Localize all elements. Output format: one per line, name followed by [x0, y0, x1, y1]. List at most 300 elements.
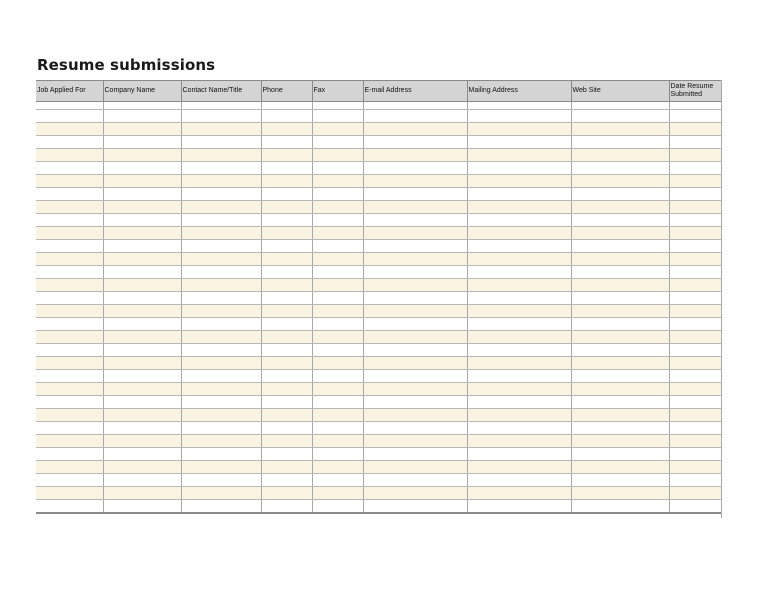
table-cell[interactable]: [669, 318, 722, 331]
table-cell[interactable]: [467, 162, 571, 175]
table-cell[interactable]: [103, 227, 181, 240]
table-cell[interactable]: [181, 370, 261, 383]
table-cell[interactable]: [669, 123, 722, 136]
table-cell[interactable]: [103, 370, 181, 383]
table-cell[interactable]: [36, 240, 103, 253]
table-cell[interactable]: [261, 383, 312, 396]
table-cell[interactable]: [312, 240, 363, 253]
table-cell[interactable]: [571, 123, 669, 136]
table-cell[interactable]: [312, 227, 363, 240]
table-cell[interactable]: [36, 102, 103, 110]
table-cell[interactable]: [312, 370, 363, 383]
table-cell[interactable]: [181, 175, 261, 188]
table-cell[interactable]: [669, 422, 722, 435]
table-cell[interactable]: [261, 136, 312, 149]
table-cell[interactable]: [36, 318, 103, 331]
table-cell[interactable]: [103, 266, 181, 279]
table-cell[interactable]: [261, 123, 312, 136]
table-cell[interactable]: [312, 149, 363, 162]
table-cell[interactable]: [181, 500, 261, 514]
table-row: [36, 383, 722, 396]
table-cell[interactable]: [467, 227, 571, 240]
table-cell[interactable]: [36, 370, 103, 383]
table-cell[interactable]: [669, 305, 722, 318]
table-cell[interactable]: [467, 253, 571, 266]
table-cell[interactable]: [669, 253, 722, 266]
table-cell[interactable]: [363, 214, 467, 227]
table-cell[interactable]: [669, 162, 722, 175]
table-cell[interactable]: [181, 110, 261, 123]
table-cell[interactable]: [467, 474, 571, 487]
table-cell[interactable]: [181, 201, 261, 214]
table-cell[interactable]: [36, 253, 103, 266]
table-cell[interactable]: [363, 318, 467, 331]
table-cell[interactable]: [363, 162, 467, 175]
table-cell[interactable]: [181, 435, 261, 448]
table-cell[interactable]: [261, 188, 312, 201]
table-cell[interactable]: [363, 487, 467, 500]
table-cell[interactable]: [312, 162, 363, 175]
table-cell[interactable]: [312, 123, 363, 136]
table-cell[interactable]: [103, 201, 181, 214]
table-cell[interactable]: [571, 279, 669, 292]
table-cell[interactable]: [312, 435, 363, 448]
table-cell[interactable]: [261, 461, 312, 474]
table-cell[interactable]: [36, 162, 103, 175]
table-cell[interactable]: [181, 448, 261, 461]
table-cell[interactable]: [467, 331, 571, 344]
table-cell[interactable]: [363, 136, 467, 149]
table-cell[interactable]: [363, 149, 467, 162]
table-cell[interactable]: [312, 409, 363, 422]
table-cell[interactable]: [669, 409, 722, 422]
table-cell[interactable]: [181, 123, 261, 136]
table-cell[interactable]: [467, 422, 571, 435]
table-cell[interactable]: [669, 102, 722, 110]
table-cell[interactable]: [36, 149, 103, 162]
table-cell[interactable]: [181, 344, 261, 357]
table-cell[interactable]: [571, 292, 669, 305]
table-row: [36, 279, 722, 292]
table-cell[interactable]: [571, 162, 669, 175]
table-cell[interactable]: [363, 409, 467, 422]
table-cell[interactable]: [261, 279, 312, 292]
table-cell[interactable]: [261, 344, 312, 357]
table-cell[interactable]: [363, 461, 467, 474]
table-cell[interactable]: [261, 240, 312, 253]
column-header-mailing-address: Mailing Address: [467, 81, 571, 102]
table-cell[interactable]: [36, 344, 103, 357]
table-cell[interactable]: [261, 448, 312, 461]
table-cell[interactable]: [363, 383, 467, 396]
table-cell[interactable]: [181, 331, 261, 344]
table-cell[interactable]: [261, 227, 312, 240]
table-cell[interactable]: [363, 110, 467, 123]
table-cell[interactable]: [103, 474, 181, 487]
table-cell[interactable]: [571, 422, 669, 435]
table-cell[interactable]: [103, 253, 181, 266]
table-cell[interactable]: [261, 500, 312, 514]
table-cell[interactable]: [363, 331, 467, 344]
table-row: [36, 136, 722, 149]
table-cell[interactable]: [103, 162, 181, 175]
table-cell[interactable]: [669, 136, 722, 149]
table-row: [36, 396, 722, 409]
table-cell[interactable]: [669, 500, 722, 514]
table-cell[interactable]: [467, 409, 571, 422]
table-cell[interactable]: [181, 253, 261, 266]
table-cell[interactable]: [571, 487, 669, 500]
table-cell[interactable]: [103, 344, 181, 357]
table-cell[interactable]: [669, 266, 722, 279]
table-cell[interactable]: [103, 149, 181, 162]
table-cell[interactable]: [669, 357, 722, 370]
table-cell[interactable]: [571, 214, 669, 227]
table-cell[interactable]: [363, 357, 467, 370]
table-cell[interactable]: [669, 383, 722, 396]
table-cell[interactable]: [36, 123, 103, 136]
table-cell[interactable]: [312, 422, 363, 435]
table-cell[interactable]: [571, 110, 669, 123]
table-cell[interactable]: [669, 487, 722, 500]
table-cell[interactable]: [363, 240, 467, 253]
table-cell[interactable]: [312, 383, 363, 396]
table-cell[interactable]: [103, 188, 181, 201]
table-cell[interactable]: [571, 318, 669, 331]
table-cell[interactable]: [467, 136, 571, 149]
table-cell[interactable]: [571, 331, 669, 344]
table-cell[interactable]: [103, 110, 181, 123]
table-cell[interactable]: [103, 240, 181, 253]
table-cell[interactable]: [181, 266, 261, 279]
table-cell[interactable]: [103, 136, 181, 149]
table-cell[interactable]: [467, 305, 571, 318]
table-cell[interactable]: [467, 435, 571, 448]
table-cell[interactable]: [36, 461, 103, 474]
table-cell[interactable]: [363, 188, 467, 201]
table-cell[interactable]: [571, 266, 669, 279]
table-cell[interactable]: [467, 240, 571, 253]
table-cell[interactable]: [571, 136, 669, 149]
table-cell[interactable]: [181, 474, 261, 487]
table-cell[interactable]: [312, 396, 363, 409]
table-cell[interactable]: [261, 292, 312, 305]
table-cell[interactable]: [571, 370, 669, 383]
table-cell[interactable]: [181, 305, 261, 318]
table-cell[interactable]: [36, 474, 103, 487]
table-cell[interactable]: [571, 448, 669, 461]
table-cell[interactable]: [261, 396, 312, 409]
table-cell[interactable]: [363, 102, 467, 110]
table-cell[interactable]: [103, 318, 181, 331]
table-cell[interactable]: [467, 123, 571, 136]
table-cell[interactable]: [669, 292, 722, 305]
table-cell[interactable]: [103, 383, 181, 396]
table-cell[interactable]: [669, 188, 722, 201]
table-cell[interactable]: [181, 461, 261, 474]
table-cell[interactable]: [181, 409, 261, 422]
table-cell[interactable]: [103, 305, 181, 318]
table-cell[interactable]: [312, 500, 363, 514]
table-cell[interactable]: [571, 175, 669, 188]
table-cell[interactable]: [312, 110, 363, 123]
table-cell[interactable]: [571, 227, 669, 240]
table-cell[interactable]: [363, 422, 467, 435]
table-cell[interactable]: [467, 110, 571, 123]
table-cell[interactable]: [571, 435, 669, 448]
table-cell[interactable]: [363, 344, 467, 357]
table-cell[interactable]: [363, 227, 467, 240]
table-cell[interactable]: [261, 305, 312, 318]
table-cell[interactable]: [261, 175, 312, 188]
table-cell[interactable]: [363, 370, 467, 383]
table-cell[interactable]: [103, 357, 181, 370]
table-cell[interactable]: [261, 474, 312, 487]
table-cell[interactable]: [261, 435, 312, 448]
table-cell[interactable]: [669, 279, 722, 292]
table-cell[interactable]: [261, 110, 312, 123]
table-cell[interactable]: [669, 474, 722, 487]
table-cell[interactable]: [571, 149, 669, 162]
table-cell[interactable]: [571, 383, 669, 396]
table-cell[interactable]: [261, 331, 312, 344]
table-cell[interactable]: [669, 344, 722, 357]
table-cell[interactable]: [36, 500, 103, 514]
table-cell[interactable]: [363, 292, 467, 305]
table-cell[interactable]: [312, 102, 363, 110]
table-cell[interactable]: [181, 188, 261, 201]
table-cell[interactable]: [181, 240, 261, 253]
table-cell[interactable]: [181, 487, 261, 500]
column-header-job-applied-for: Job Applied For: [36, 81, 103, 102]
table-cell[interactable]: [181, 396, 261, 409]
table-cell[interactable]: [36, 448, 103, 461]
table-cell[interactable]: [571, 240, 669, 253]
table-cell[interactable]: [36, 136, 103, 149]
table-cell[interactable]: [181, 422, 261, 435]
table-cell[interactable]: [36, 487, 103, 500]
table-cell[interactable]: [103, 102, 181, 110]
table-cell[interactable]: [312, 474, 363, 487]
table-cell[interactable]: [103, 279, 181, 292]
table-cell[interactable]: [669, 175, 722, 188]
table-cell[interactable]: [467, 214, 571, 227]
table-cell[interactable]: [103, 461, 181, 474]
table-cell[interactable]: [312, 357, 363, 370]
table-cell[interactable]: [36, 175, 103, 188]
table-cell[interactable]: [312, 344, 363, 357]
table-row: [36, 331, 722, 344]
table-cell[interactable]: [669, 214, 722, 227]
table-cell[interactable]: [36, 435, 103, 448]
table-cell[interactable]: [261, 214, 312, 227]
table-cell[interactable]: [467, 201, 571, 214]
table-cell[interactable]: [103, 500, 181, 514]
table-cell[interactable]: [669, 110, 722, 123]
table-cell[interactable]: [261, 422, 312, 435]
table-cell[interactable]: [467, 370, 571, 383]
table-cell[interactable]: [261, 370, 312, 383]
table-cell[interactable]: [363, 474, 467, 487]
table-cell[interactable]: [467, 448, 571, 461]
table-row: [36, 435, 722, 448]
table-cell[interactable]: [571, 500, 669, 514]
table-cell[interactable]: [103, 214, 181, 227]
table-cell[interactable]: [103, 396, 181, 409]
table-cell[interactable]: [261, 318, 312, 331]
table-cell[interactable]: [467, 318, 571, 331]
table-cell[interactable]: [36, 201, 103, 214]
table-cell[interactable]: [571, 201, 669, 214]
table-cell[interactable]: [36, 110, 103, 123]
table-cell[interactable]: [363, 201, 467, 214]
table-cell[interactable]: [312, 214, 363, 227]
table-cell[interactable]: [103, 123, 181, 136]
table-cell[interactable]: [36, 305, 103, 318]
table-cell[interactable]: [467, 344, 571, 357]
table-cell[interactable]: [103, 175, 181, 188]
table-cell[interactable]: [363, 396, 467, 409]
table-cell[interactable]: [312, 318, 363, 331]
table-cell[interactable]: [103, 435, 181, 448]
table-row: [36, 448, 722, 461]
table-cell[interactable]: [669, 396, 722, 409]
table-cell[interactable]: [181, 318, 261, 331]
table-cell[interactable]: [312, 279, 363, 292]
table-cell[interactable]: [467, 461, 571, 474]
table-cell[interactable]: [571, 461, 669, 474]
table-cell[interactable]: [261, 487, 312, 500]
table-cell[interactable]: [669, 461, 722, 474]
table-cell[interactable]: [36, 227, 103, 240]
table-cell[interactable]: [261, 201, 312, 214]
table-cell[interactable]: [312, 331, 363, 344]
table-cell[interactable]: [363, 500, 467, 514]
table-cell[interactable]: [312, 461, 363, 474]
table-cell[interactable]: [467, 266, 571, 279]
table-cell[interactable]: [669, 448, 722, 461]
table-cell[interactable]: [467, 149, 571, 162]
table-cell[interactable]: [363, 175, 467, 188]
table-cell[interactable]: [467, 292, 571, 305]
table-cell[interactable]: [669, 240, 722, 253]
table-cell[interactable]: [36, 396, 103, 409]
table-cell[interactable]: [571, 253, 669, 266]
table-row: [36, 149, 722, 162]
table-cell[interactable]: [103, 487, 181, 500]
table-cell[interactable]: [467, 102, 571, 110]
table-cell[interactable]: [363, 435, 467, 448]
table-cell[interactable]: [571, 357, 669, 370]
table-cell[interactable]: [467, 188, 571, 201]
table-cell[interactable]: [103, 409, 181, 422]
table-cell[interactable]: [312, 448, 363, 461]
table-cell[interactable]: [181, 357, 261, 370]
table-cell[interactable]: [312, 136, 363, 149]
table-cell[interactable]: [669, 201, 722, 214]
table-cell[interactable]: [312, 201, 363, 214]
table-cell[interactable]: [36, 409, 103, 422]
table-cell[interactable]: [669, 331, 722, 344]
table-cell[interactable]: [571, 102, 669, 110]
table-row: [36, 214, 722, 227]
table-cell[interactable]: [36, 292, 103, 305]
table-cell[interactable]: [36, 279, 103, 292]
table-cell[interactable]: [261, 409, 312, 422]
table-cell[interactable]: [36, 188, 103, 201]
table-cell[interactable]: [467, 279, 571, 292]
table-cell[interactable]: [36, 422, 103, 435]
table-cell[interactable]: [103, 422, 181, 435]
table-cell[interactable]: [467, 383, 571, 396]
table-cell[interactable]: [363, 123, 467, 136]
table-cell[interactable]: [261, 162, 312, 175]
table-cell[interactable]: [669, 435, 722, 448]
table-cell[interactable]: [669, 227, 722, 240]
table-cell[interactable]: [181, 162, 261, 175]
table-cell[interactable]: [36, 357, 103, 370]
table-cell[interactable]: [571, 344, 669, 357]
table-cell[interactable]: [103, 331, 181, 344]
table-cell[interactable]: [261, 149, 312, 162]
table-cell[interactable]: [261, 102, 312, 110]
table-cell[interactable]: [467, 357, 571, 370]
table-cell[interactable]: [36, 266, 103, 279]
table-cell[interactable]: [103, 448, 181, 461]
table-cell[interactable]: [571, 474, 669, 487]
table-cell[interactable]: [467, 175, 571, 188]
table-cell[interactable]: [36, 331, 103, 344]
table-cell[interactable]: [467, 396, 571, 409]
table-cell[interactable]: [669, 370, 722, 383]
table-cell[interactable]: [312, 253, 363, 266]
table-cell[interactable]: [181, 292, 261, 305]
table-cell[interactable]: [261, 266, 312, 279]
table-cell[interactable]: [571, 188, 669, 201]
table-cell[interactable]: [36, 214, 103, 227]
table-cell[interactable]: [363, 279, 467, 292]
table-cell[interactable]: [467, 500, 571, 514]
table-cell[interactable]: [363, 253, 467, 266]
table-cell[interactable]: [571, 409, 669, 422]
table-cell[interactable]: [467, 487, 571, 500]
table-cell[interactable]: [312, 305, 363, 318]
table-cell[interactable]: [181, 214, 261, 227]
table-cell[interactable]: [181, 383, 261, 396]
table-cell[interactable]: [181, 136, 261, 149]
table-cell[interactable]: [181, 102, 261, 110]
table-cell[interactable]: [261, 357, 312, 370]
table-row: [36, 305, 722, 318]
table-cell[interactable]: [181, 227, 261, 240]
table-cell[interactable]: [571, 396, 669, 409]
table-cell[interactable]: [312, 292, 363, 305]
table-cell[interactable]: [363, 305, 467, 318]
table-cell[interactable]: [181, 149, 261, 162]
table-cell[interactable]: [312, 487, 363, 500]
table-cell[interactable]: [571, 305, 669, 318]
table-cell[interactable]: [363, 266, 467, 279]
table-cell[interactable]: [261, 253, 312, 266]
table-cell[interactable]: [312, 175, 363, 188]
table-cell[interactable]: [181, 279, 261, 292]
table-cell[interactable]: [103, 292, 181, 305]
table-cell[interactable]: [36, 383, 103, 396]
table-cell[interactable]: [363, 448, 467, 461]
table-cell[interactable]: [312, 188, 363, 201]
table-cell[interactable]: [669, 149, 722, 162]
table-cell[interactable]: [312, 266, 363, 279]
